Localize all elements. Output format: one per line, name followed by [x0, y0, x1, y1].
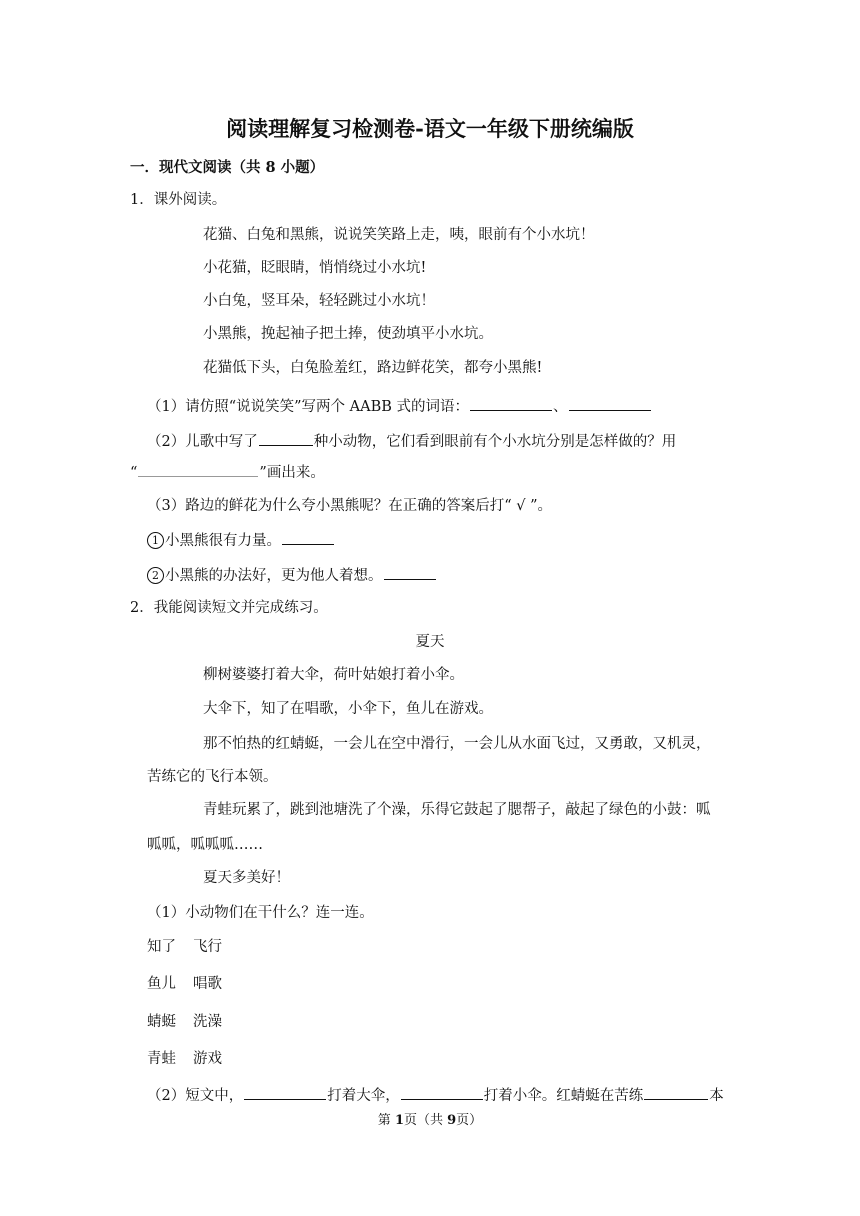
passage-paragraph-4a: 青蛙玩累了，跳到池塘洗了个澡，乐得它鼓起了腮帮子，敲起了绿色的小鼓：呱 — [203, 802, 711, 818]
q2-sub2-text-b: 打着大伞， — [327, 1088, 400, 1104]
matching-pair[interactable] — [147, 1012, 222, 1032]
matching-right[interactable]: 洗澡 — [193, 1014, 222, 1030]
matching-left[interactable]: 鱼儿 — [147, 976, 176, 992]
poem-line-2: 小花猫，眨眼睛，悄悄绕过小水坑! — [203, 260, 427, 276]
answer-blank[interactable] — [470, 396, 552, 411]
q2-subquestion-2 — [147, 1085, 724, 1106]
matching-left[interactable]: 知了 — [147, 939, 176, 955]
q1-sub1-text: （1）请仿照“说说笑笑”写两个 AABB 式的词语： — [147, 399, 470, 415]
q1-subquestion-3: （3）路边的鲜花为什么夸小黑熊呢？在正确的答案后打“ √ ”。 — [147, 498, 553, 514]
matching-left[interactable]: 蜻蜓 — [147, 1014, 176, 1030]
poem-line-4: 小黑熊，挽起袖子把土捧，使劲填平小水坑。 — [203, 326, 493, 342]
answer-blank[interactable] — [401, 1085, 483, 1100]
question-1-heading: 1．课外阅读。 — [130, 192, 227, 208]
q2-sub2-text-c: 打着小伞。红蜻蜓在苦练 — [483, 1088, 644, 1104]
passage-paragraph-3a: 那不怕热的红蜻蜓，一会儿在空中滑行，一会儿从水面飞过，又勇敢，又机灵， — [203, 736, 711, 752]
document-title: 阅读理解复习检测卷-语文一年级下册统编版 — [226, 116, 634, 141]
matching-pair[interactable] — [147, 974, 222, 994]
passage-paragraph-3b: 苦练它的飞行本领。 — [147, 769, 278, 785]
question-2-heading: 2．我能阅读短文并完成练习。 — [130, 600, 328, 616]
page-footer — [0, 1112, 860, 1130]
footer-prefix: 第 — [377, 1113, 395, 1128]
answer-blank[interactable] — [259, 431, 313, 446]
footer-total-pages: 9 — [447, 1113, 457, 1128]
q1-subquestion-2 — [147, 431, 676, 452]
passage-title: 夏天 — [415, 634, 445, 650]
q1-option-1 — [147, 530, 335, 551]
q1-sub2-text-a: （2）儿歌中写了 — [147, 434, 258, 450]
q1-sub2-quote-open: “ — [130, 465, 138, 481]
footer-page-number: 1 — [394, 1113, 404, 1128]
footer-suffix: 页） — [456, 1113, 483, 1128]
matching-pair[interactable] — [147, 937, 222, 957]
matching-right[interactable]: 唱歌 — [193, 976, 222, 992]
q2-sub2-text-a: （2）短文中， — [147, 1088, 244, 1104]
section-heading: 一．现代文阅读（共 8 小题） — [130, 159, 325, 176]
option-number-circle: 1 — [147, 532, 164, 549]
answer-blank[interactable] — [282, 530, 334, 545]
option-number-circle: 2 — [147, 567, 164, 584]
q2-subquestion-1: （1）小动物们在干什么？连一连。 — [147, 905, 374, 921]
matching-right[interactable]: 飞行 — [193, 939, 222, 955]
q1-option-2 — [147, 565, 437, 586]
passage-paragraph-5: 夏天多美好！ — [203, 870, 290, 886]
matching-pair[interactable] — [147, 1049, 222, 1069]
underline-sample — [138, 462, 258, 477]
matching-right[interactable]: 游戏 — [193, 1051, 222, 1067]
answer-blank[interactable] — [644, 1085, 708, 1100]
answer-blank[interactable] — [569, 396, 651, 411]
q1-subquestion-1 — [147, 396, 652, 417]
q2-sub2-text-d: 本 — [709, 1088, 724, 1104]
passage-paragraph-2: 大伞下，知了在唱歌，小伞下，鱼儿在游戏。 — [203, 701, 493, 717]
q1-sub2-text-b: 种小动物，它们看到眼前有个小水坑分别是怎样做的？用 — [313, 434, 677, 450]
option-1-text: 小黑熊很有力量。 — [165, 533, 281, 549]
q1-subquestion-2-cont — [130, 462, 325, 483]
poem-line-1: 花猫、白兔和黑熊，说说笑笑路上走，咦，眼前有个小水坑！ — [203, 227, 595, 243]
q1-sub2-quote-close: ”画出来。 — [259, 465, 325, 481]
poem-line-3: 小白兔，竖耳朵，轻轻跳过小水坑！ — [203, 293, 435, 309]
footer-middle: 页（共 — [403, 1113, 448, 1128]
passage-paragraph-1: 柳树婆婆打着大伞，荷叶姑娘打着小伞。 — [203, 667, 464, 683]
matching-left[interactable]: 青蛙 — [147, 1051, 176, 1067]
answer-blank[interactable] — [244, 1085, 326, 1100]
option-2-text: 小黑熊的办法好，更为他人着想。 — [165, 568, 383, 584]
q1-sub1-sep: 、 — [553, 399, 568, 415]
poem-line-5: 花猫低下头，白兔脸羞红，路边鲜花笑，都夸小黑熊! — [203, 360, 543, 376]
answer-blank[interactable] — [384, 565, 436, 580]
passage-paragraph-4b: 呱呱，呱呱呱…… — [147, 837, 263, 853]
